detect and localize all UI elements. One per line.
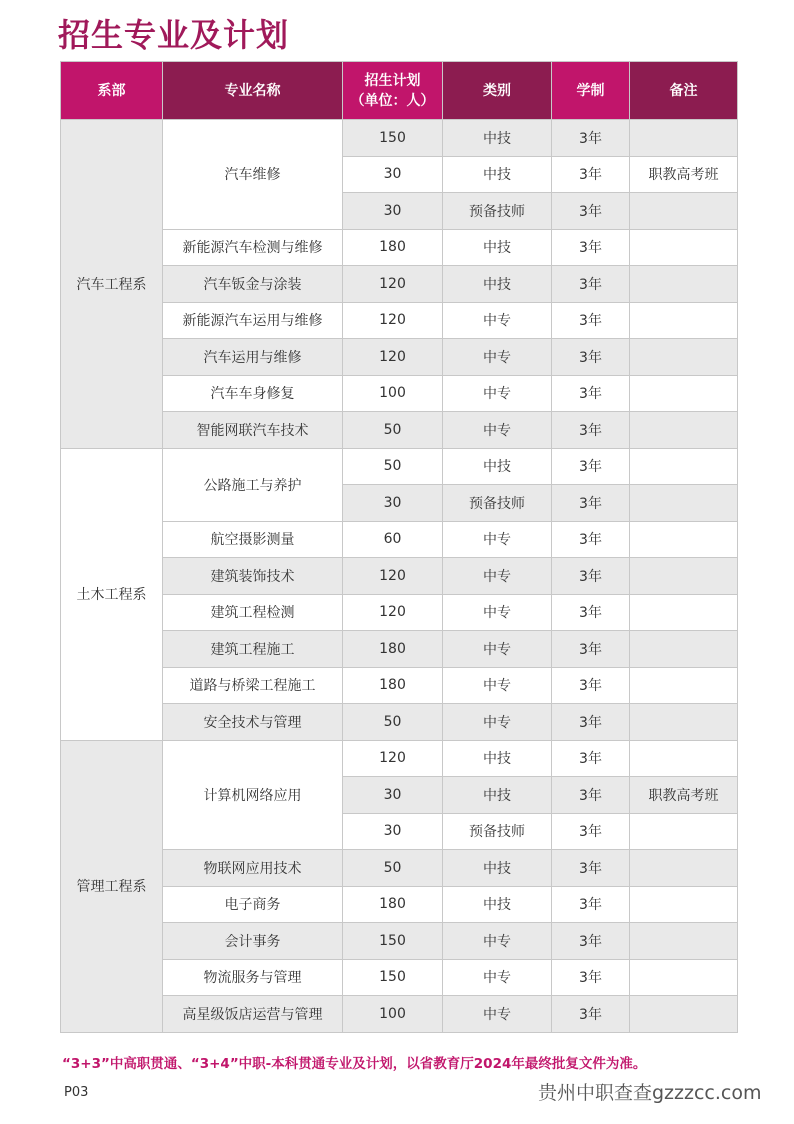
- major-cell: 汽车车身修复: [163, 375, 343, 412]
- type-cell: 中专: [443, 339, 552, 376]
- remark-cell: [630, 120, 738, 157]
- plan-cell: 180: [343, 229, 443, 266]
- duration-cell: 3年: [552, 959, 630, 996]
- header-dept: 系部: [61, 62, 163, 120]
- plan-cell: 50: [343, 850, 443, 887]
- type-cell: 中技: [443, 850, 552, 887]
- duration-cell: 3年: [552, 850, 630, 887]
- duration-cell: 3年: [552, 339, 630, 376]
- type-cell: 中专: [443, 959, 552, 996]
- type-cell: 中专: [443, 412, 552, 449]
- plan-cell: 100: [343, 375, 443, 412]
- plan-cell: 30: [343, 813, 443, 850]
- major-cell: 汽车钣金与涂装: [163, 266, 343, 303]
- type-cell: 中专: [443, 631, 552, 668]
- header-plan: [343, 62, 443, 120]
- table-row: [61, 740, 738, 777]
- table-row: [61, 229, 738, 266]
- plan-cell: 50: [343, 412, 443, 449]
- plan-cell: 180: [343, 886, 443, 923]
- table-row: [61, 266, 738, 303]
- plan-cell: 30: [343, 193, 443, 230]
- remark-cell: [630, 485, 738, 522]
- header-remark: 备注: [630, 62, 738, 120]
- duration-cell: 3年: [552, 521, 630, 558]
- page-number: P03: [64, 1085, 89, 1100]
- remark-cell: [630, 229, 738, 266]
- remark-cell: [630, 266, 738, 303]
- remark-cell: [630, 667, 738, 704]
- remark-cell: [630, 521, 738, 558]
- duration-cell: 3年: [552, 704, 630, 741]
- major-cell: 新能源汽车检测与维修: [163, 229, 343, 266]
- type-cell: 中技: [443, 266, 552, 303]
- major-cell: 电子商务: [163, 886, 343, 923]
- duration-cell: 3年: [552, 777, 630, 814]
- duration-cell: 3年: [552, 448, 630, 485]
- duration-cell: 3年: [552, 886, 630, 923]
- type-cell: 中技: [443, 229, 552, 266]
- major-cell: 道路与桥梁工程施工: [163, 667, 343, 704]
- dept-cell: 汽车工程系: [61, 120, 163, 449]
- type-cell: 预备技师: [443, 193, 552, 230]
- plan-cell: 120: [343, 339, 443, 376]
- remark-cell: [630, 850, 738, 887]
- remark-cell: 职教高考班: [630, 777, 738, 814]
- plan-cell: 180: [343, 667, 443, 704]
- remark-cell: [630, 302, 738, 339]
- remark-cell: [630, 594, 738, 631]
- plan-cell: 150: [343, 923, 443, 960]
- header-plan-line1: 招生计划: [364, 72, 421, 89]
- remark-cell: [630, 704, 738, 741]
- major-cell: 航空摄影测量: [163, 521, 343, 558]
- table-row: [61, 886, 738, 923]
- remark-cell: [630, 813, 738, 850]
- major-cell: 智能网联汽车技术: [163, 412, 343, 449]
- table-row: [61, 704, 738, 741]
- table-row: [61, 521, 738, 558]
- table-header-row: [61, 62, 738, 120]
- remark-cell: [630, 558, 738, 595]
- duration-cell: 3年: [552, 156, 630, 193]
- type-cell: 中技: [443, 120, 552, 157]
- header-major: 专业名称: [163, 62, 343, 120]
- major-cell: 安全技术与管理: [163, 704, 343, 741]
- duration-cell: 3年: [552, 740, 630, 777]
- major-cell: 建筑工程检测: [163, 594, 343, 631]
- remark-cell: [630, 375, 738, 412]
- type-cell: 中专: [443, 667, 552, 704]
- remark-cell: [630, 339, 738, 376]
- table-row: [61, 339, 738, 376]
- plan-cell: 150: [343, 120, 443, 157]
- type-cell: 中专: [443, 923, 552, 960]
- table-row: [61, 412, 738, 449]
- type-cell: 预备技师: [443, 485, 552, 522]
- type-cell: 中技: [443, 886, 552, 923]
- remark-cell: [630, 923, 738, 960]
- duration-cell: 3年: [552, 412, 630, 449]
- table-row: [61, 120, 738, 157]
- duration-cell: 3年: [552, 485, 630, 522]
- header-duration: 学制: [552, 62, 630, 120]
- table-row: [61, 448, 738, 485]
- major-cell: 物流服务与管理: [163, 959, 343, 996]
- type-cell: 中专: [443, 704, 552, 741]
- dept-cell: 管理工程系: [61, 740, 163, 1032]
- duration-cell: 3年: [552, 120, 630, 157]
- page-title: 招生专业及计划: [58, 16, 290, 54]
- plan-cell: 50: [343, 448, 443, 485]
- table-row: [61, 375, 738, 412]
- type-cell: 中技: [443, 448, 552, 485]
- type-cell: 中专: [443, 521, 552, 558]
- remark-cell: [630, 740, 738, 777]
- remark-cell: [630, 448, 738, 485]
- type-cell: 中技: [443, 740, 552, 777]
- duration-cell: 3年: [552, 375, 630, 412]
- type-cell: 中技: [443, 777, 552, 814]
- major-cell: 建筑工程施工: [163, 631, 343, 668]
- table-row: [61, 923, 738, 960]
- remark-cell: 职教高考班: [630, 156, 738, 193]
- remark-cell: [630, 996, 738, 1033]
- plan-cell: 120: [343, 558, 443, 595]
- major-cell: 计算机网络应用: [163, 740, 343, 850]
- plan-cell: 180: [343, 631, 443, 668]
- duration-cell: 3年: [552, 229, 630, 266]
- major-cell: 汽车运用与维修: [163, 339, 343, 376]
- table-row: [61, 667, 738, 704]
- watermark: 贵州中职查查gzzzcc.com: [538, 1082, 762, 1104]
- remark-cell: [630, 631, 738, 668]
- enrollment-plan-table: [60, 61, 738, 1033]
- table-row: [61, 996, 738, 1033]
- major-cell: 新能源汽车运用与维修: [163, 302, 343, 339]
- type-cell: 中技: [443, 156, 552, 193]
- plan-cell: 30: [343, 485, 443, 522]
- duration-cell: 3年: [552, 923, 630, 960]
- type-cell: 中专: [443, 558, 552, 595]
- table-row: [61, 850, 738, 887]
- type-cell: 中专: [443, 594, 552, 631]
- table-row: [61, 302, 738, 339]
- plan-cell: 120: [343, 302, 443, 339]
- duration-cell: 3年: [552, 996, 630, 1033]
- remark-cell: [630, 959, 738, 996]
- plan-cell: 120: [343, 740, 443, 777]
- remark-cell: [630, 886, 738, 923]
- plan-cell: 60: [343, 521, 443, 558]
- major-cell: 汽车维修: [163, 120, 343, 230]
- plan-cell: 120: [343, 594, 443, 631]
- duration-cell: 3年: [552, 594, 630, 631]
- remark-cell: [630, 193, 738, 230]
- duration-cell: 3年: [552, 631, 630, 668]
- plan-cell: 150: [343, 959, 443, 996]
- plan-cell: 120: [343, 266, 443, 303]
- plan-cell: 100: [343, 996, 443, 1033]
- type-cell: 预备技师: [443, 813, 552, 850]
- table-row: [61, 558, 738, 595]
- duration-cell: 3年: [552, 667, 630, 704]
- type-cell: 中专: [443, 375, 552, 412]
- major-cell: 公路施工与养护: [163, 448, 343, 521]
- plan-cell: 30: [343, 777, 443, 814]
- footnote: “3+3”中高职贯通、“3+4”中职-本科贯通专业及计划，以省教育厅2024年最终批复文件为准。: [62, 1056, 647, 1072]
- duration-cell: 3年: [552, 302, 630, 339]
- remark-cell: [630, 412, 738, 449]
- major-cell: 高星级饭店运营与管理: [163, 996, 343, 1033]
- plan-cell: 50: [343, 704, 443, 741]
- table-row: [61, 631, 738, 668]
- header-type: 类别: [443, 62, 552, 120]
- plan-cell: 30: [343, 156, 443, 193]
- dept-cell: 土木工程系: [61, 448, 163, 740]
- table-row: [61, 594, 738, 631]
- duration-cell: 3年: [552, 558, 630, 595]
- header-plan-line2: （单位：人）: [350, 92, 435, 109]
- type-cell: 中专: [443, 996, 552, 1033]
- type-cell: 中专: [443, 302, 552, 339]
- major-cell: 建筑装饰技术: [163, 558, 343, 595]
- duration-cell: 3年: [552, 193, 630, 230]
- table-row: [61, 959, 738, 996]
- duration-cell: 3年: [552, 813, 630, 850]
- major-cell: 物联网应用技术: [163, 850, 343, 887]
- major-cell: 会计事务: [163, 923, 343, 960]
- duration-cell: 3年: [552, 266, 630, 303]
